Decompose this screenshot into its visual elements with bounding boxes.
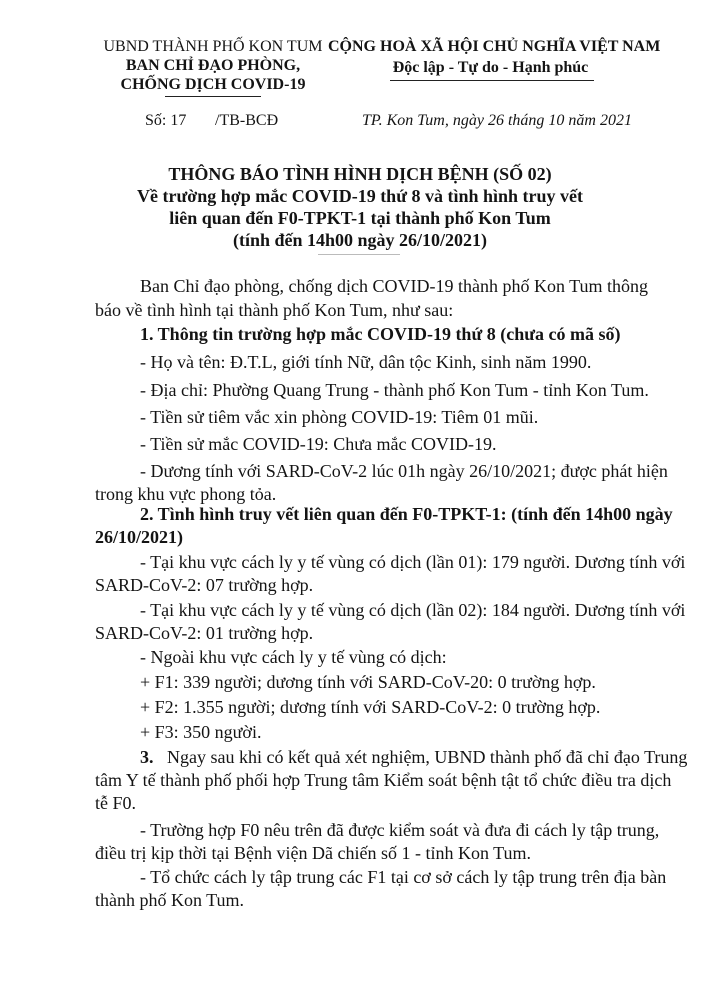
- intro-line1: Ban Chỉ đạo phòng, chống dịch COVID-19 thành phố Kon Tum thông: [140, 276, 648, 296]
- org-unit-line2: CHỐNG DỊCH COVID-19: [120, 76, 306, 93]
- s2-zone2-line2: SARD-CoV-2: 01 trường hợp.: [95, 623, 314, 643]
- s2-zone2-line1: - Tại khu vực cách ly y tế vùng có dịch (lần 02): 184 người. Dương tính với: [140, 600, 686, 620]
- s3-f1-isolation-line1: - Tổ chức cách ly tập trung các F1 tại cơ sở cách ly tập trung trên địa bàn: [140, 867, 667, 887]
- s1-name: - Họ và tên: Đ.T.L, giới tính Nữ, dân tộc Kinh, sinh năm 1990.: [140, 352, 592, 372]
- doc-title: THÔNG BÁO TÌNH HÌNH DỊCH BỆNH (SỐ 02): [168, 164, 552, 184]
- doc-number: Số: 17: [145, 112, 187, 129]
- s1-positive-line2: trong khu vực phong tỏa.: [95, 484, 277, 504]
- s2-zone1-line2: SARD-CoV-2: 07 trường hợp.: [95, 575, 314, 595]
- s1-address: - Địa chỉ: Phường Quang Trung - thành phố Kon Tum - tỉnh Kon Tum.: [140, 380, 649, 400]
- s1-positive-line1: - Dương tính với SARD-CoV-2 lúc 01h ngày 26/10/2021; được phát hiện: [140, 461, 668, 481]
- s2-f3: + F3: 350 người.: [140, 722, 262, 742]
- s3-f1-isolation-line2: thành phố Kon Tum.: [95, 890, 245, 910]
- doc-subtitle-line3: (tính đến 14h00 ngày 26/10/2021): [232, 230, 488, 250]
- intro-line2: báo về tình hình tại thành phố Kon Tum, như sau:: [95, 300, 454, 320]
- title-separator: [318, 254, 400, 255]
- s3-line3: tễ F0.: [95, 793, 137, 813]
- org-unit-line1: BAN CHỈ ĐẠO PHÒNG,: [125, 57, 301, 74]
- motto-underline: [390, 80, 594, 81]
- s3-isolation-line2: điều trị kịp thời tại Bệnh viện Dã chiến số 1 - tỉnh Kon Tum.: [95, 843, 531, 863]
- place-date: TP. Kon Tum, ngày 26 tháng 10 năm 2021: [362, 112, 632, 129]
- doc-subtitle-line1: Về trường hợp mắc COVID-19 thứ 8 và tình hình truy vết: [136, 186, 584, 206]
- doc-number-suffix: /TB-BCĐ: [215, 112, 279, 129]
- org-name: UBND THÀNH PHỐ KON TUM: [103, 38, 323, 55]
- section1-heading: 1. Thông tin trường hợp mắc COVID-19 thứ 8 (chưa có mã số): [140, 324, 621, 344]
- section2-heading-line1: 2. Tình hình truy vết liên quan đến F0-TPKT-1: (tính đến 14h00 ngày: [140, 504, 673, 524]
- s3-line1: Ngay sau khi có kết quả xét nghiệm, UBND thành phố đã chỉ đạo Trung: [167, 747, 688, 767]
- doc-subtitle-line2: liên quan đến F0-TPKT-1 tại thành phố Kon Tum: [169, 208, 551, 228]
- section2-heading-line2: 26/10/2021): [95, 527, 183, 547]
- s2-f1: + F1: 339 người; dương tính với SARD-CoV-20: 0 trường hợp.: [140, 672, 596, 692]
- s2-f2: + F2: 1.355 người; dương tính với SARD-CoV-2: 0 trường hợp.: [140, 697, 601, 717]
- s2-zone1-line1: - Tại khu vực cách ly y tế vùng có dịch (lần 01): 179 người. Dương tính với: [140, 552, 686, 572]
- motto: Độc lập - Tự do - Hạnh phúc: [392, 59, 589, 76]
- org-underline: [165, 96, 261, 97]
- nation-name: CỘNG HOÀ XÃ HỘI CHỦ NGHĨA VIỆT NAM: [328, 38, 661, 55]
- s1-history: - Tiền sử mắc COVID-19: Chưa mắc COVID-19.: [140, 434, 497, 454]
- s3-line2: tâm Y tế thành phố phối hợp Trung tâm Kiểm soát bệnh tật tổ chức điều tra dịch: [95, 770, 672, 790]
- s3-isolation-line1: - Trường hợp F0 nêu trên đã được kiểm soát và đưa đi cách ly tập trung,: [140, 820, 660, 840]
- section3-number: 3.: [140, 747, 154, 767]
- s2-outside: - Ngoài khu vực cách ly y tế vùng có dịch:: [140, 647, 447, 667]
- s1-vaccine: - Tiền sử tiêm vắc xin phòng COVID-19: Tiêm 01 mũi.: [140, 407, 539, 427]
